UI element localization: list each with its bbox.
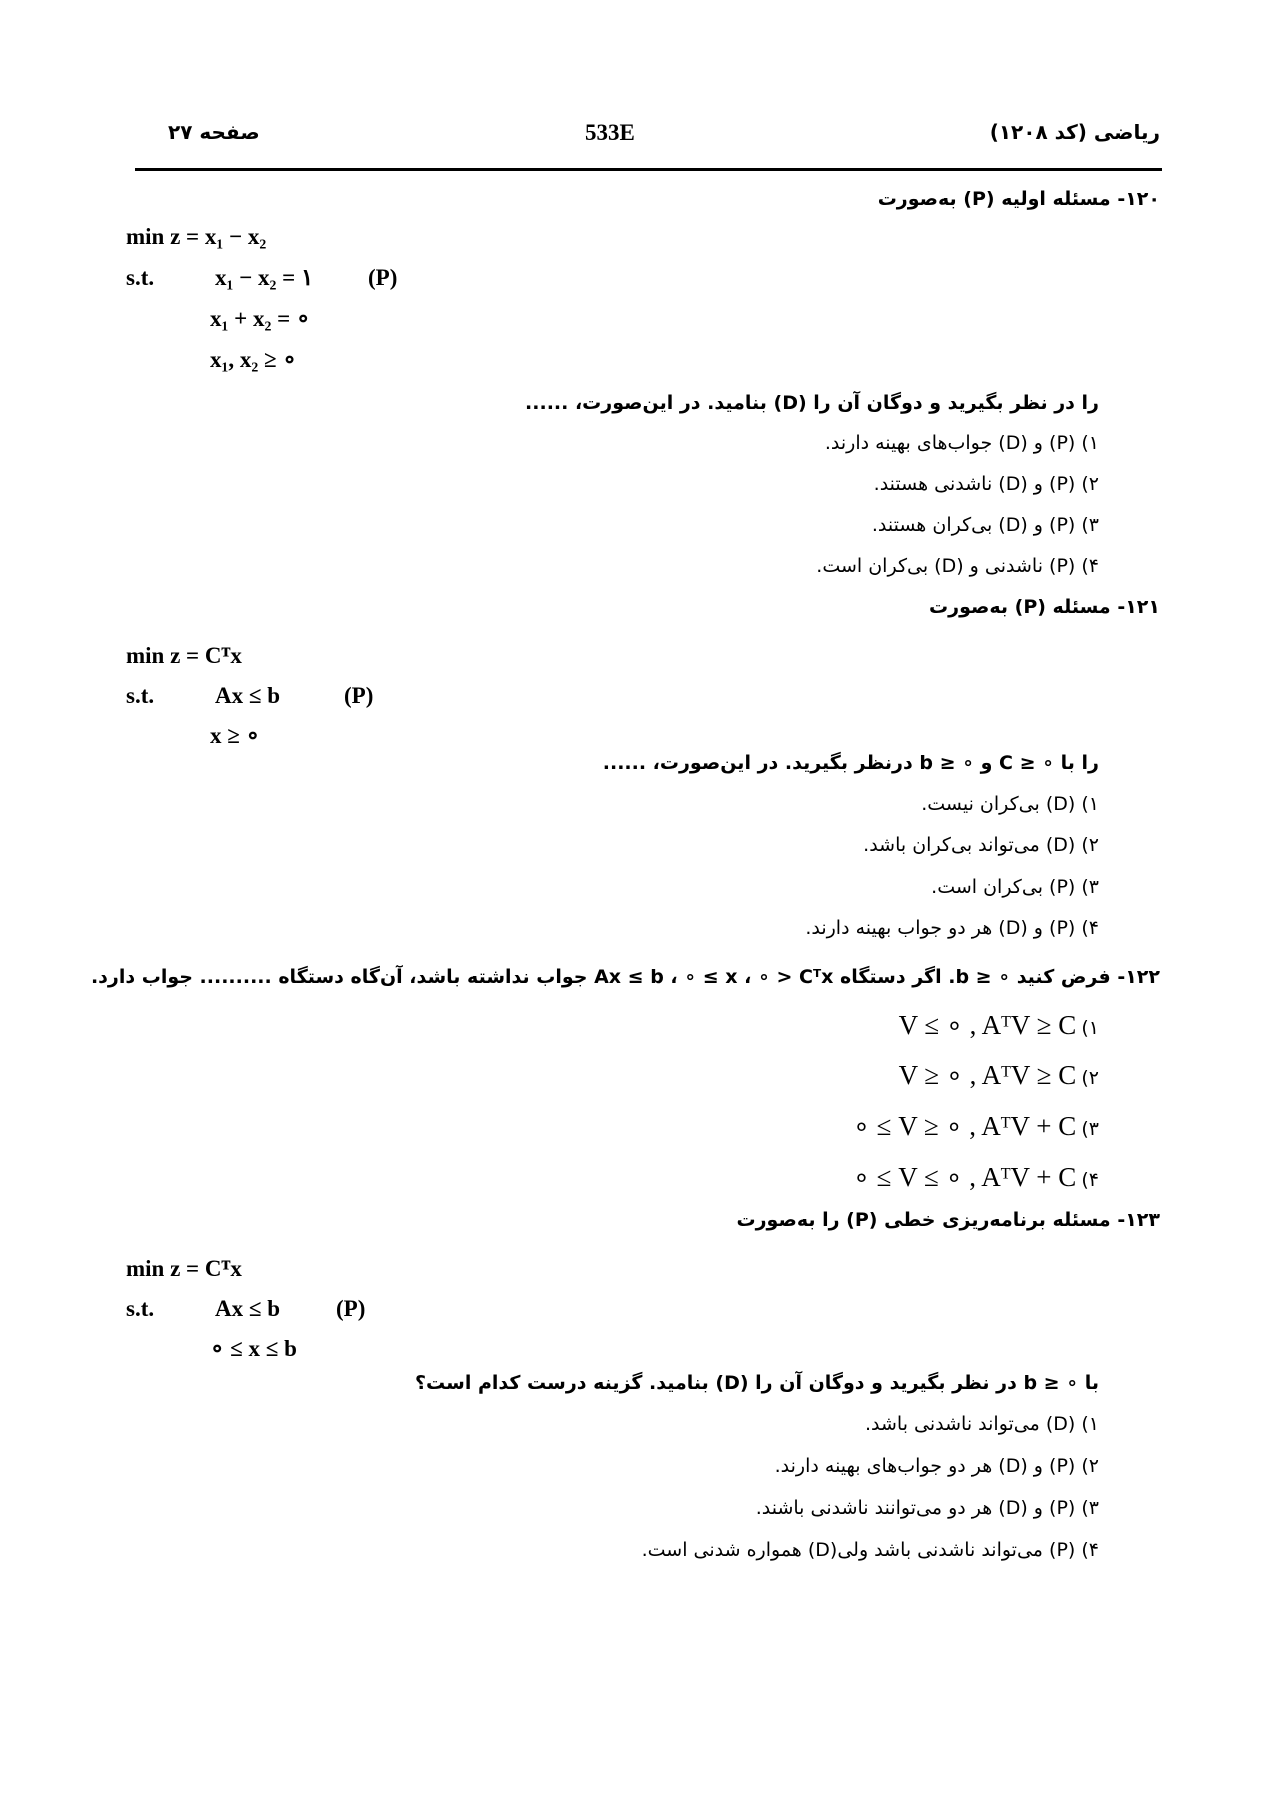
- option-number: ۱): [1081, 1017, 1099, 1039]
- math-objective: min z = Cᵀx: [126, 1256, 242, 1281]
- question-number: ۱۲۱-: [1117, 596, 1160, 618]
- question-prompt: با ∘ ≤ b در نظر بگیرید و دوگان آن را (D) بنامید. گزینه درست کدام است؟: [415, 1372, 1099, 1394]
- option-3: ۳) (P) و (D) بی‌کران هستند.: [871, 514, 1099, 536]
- math-constraint-1: Ax ≤ b: [215, 683, 281, 708]
- option-math: V ≥ ∘ , AᵀV + C ≥ ∘: [853, 1111, 1077, 1141]
- math-problem-label: (P): [344, 683, 374, 708]
- math-problem-label: (P): [368, 265, 398, 290]
- option-math: V ≤ ∘ , AᵀV ≥ C: [898, 1010, 1077, 1040]
- question-text: مسئله اولیه (P) به‌صورت: [877, 188, 1111, 210]
- option-4: ۴) (P) ناشدنی و (D) بی‌کران است.: [816, 555, 1099, 577]
- question-number: ۱۲۰-: [1117, 188, 1160, 210]
- math-constraint-2: ∘ ≤ x ≤ b: [210, 1336, 297, 1361]
- math-problem-label: (P): [336, 1296, 366, 1321]
- question-text: مسئله (P) به‌صورت: [929, 596, 1111, 618]
- option-2: ۲) (D) می‌تواند بی‌کران باشد.: [863, 834, 1099, 856]
- option-1: [899, 1010, 1099, 1041]
- math-constraint-2: x₁ + x₂ = ∘: [210, 306, 311, 331]
- option-2: ۲) (P) و (D) هر دو جواب‌های بهینه دارند.: [774, 1455, 1099, 1477]
- question-122-stem: [91, 966, 1160, 988]
- math-st: s.t.: [126, 265, 155, 290]
- header-rule: [135, 168, 1162, 171]
- option-2: [899, 1060, 1099, 1091]
- math-objective: min z = x₁ − x₂: [126, 224, 267, 249]
- option-math: V ≤ ∘ , AᵀV + C ≥ ∘: [853, 1162, 1077, 1192]
- page-number: صفحه ۲۷: [168, 120, 260, 144]
- question-text: مسئله برنامه‌ریزی خطی (P) را به‌صورت: [736, 1209, 1111, 1231]
- math-objective: min z = Cᵀx: [126, 643, 242, 668]
- option-4: ۴) (P) و (D) هر دو جواب بهینه دارند.: [805, 917, 1099, 939]
- option-3: ۳) (P) بی‌کران است.: [931, 876, 1099, 898]
- option-1: ۱) (D) بی‌کران نیست.: [921, 793, 1099, 815]
- question-prompt: را در نظر بگیرید و دوگان آن را (D) بنامید. در این‌صورت، ......: [525, 392, 1099, 414]
- option-3: [853, 1111, 1099, 1142]
- math-constraint-2: x ≥ ∘: [210, 723, 261, 748]
- option-number: ۲): [1081, 1067, 1099, 1089]
- option-4: [853, 1162, 1099, 1193]
- question-121-stem: [929, 596, 1160, 618]
- math-st: s.t.: [126, 1296, 155, 1321]
- question-120-stem: [878, 188, 1160, 210]
- subject-title: ریاضی (کد ۱۲۰۸): [989, 120, 1160, 144]
- question-number: ۱۲۳-: [1117, 1209, 1160, 1231]
- option-1: ۱) (D) می‌تواند ناشدنی باشد.: [864, 1413, 1099, 1435]
- question-number: ۱۲۲-: [1117, 966, 1160, 988]
- question-123-stem: [737, 1209, 1160, 1231]
- question-text: فرض کنید ∘ ≤ b. اگر دستگاه Ax ≤ b ، ∘ ≤ x ، ∘ > Cᵀx جواب نداشته باشد، آن‌گاه دستگاه .......... جواب دارد.: [90, 966, 1111, 988]
- option-math: V ≥ ∘ , AᵀV ≥ C: [898, 1060, 1077, 1090]
- math-constraint-1: Ax ≤ b: [215, 1296, 281, 1321]
- math-st: s.t.: [126, 683, 155, 708]
- option-1: ۱) (P) و (D) جواب‌های بهینه دارند.: [824, 432, 1099, 454]
- option-4: ۴) (P) می‌تواند ناشدنی باشد ولی(D) همواره شدنی است.: [641, 1539, 1099, 1561]
- booklet-code: 533E: [585, 120, 635, 145]
- math-constraint-3: x₁, x₂ ≥ ∘: [210, 347, 297, 372]
- option-number: ۳): [1081, 1118, 1099, 1140]
- math-constraint-1: x₁ − x₂ = ۱: [215, 265, 314, 290]
- option-2: ۲) (P) و (D) ناشدنی هستند.: [873, 473, 1099, 495]
- option-3: ۳) (P) و (D) هر دو می‌توانند ناشدنی باشند.: [755, 1497, 1099, 1519]
- question-prompt: را با ∘ ≤ C و ∘ ≤ b درنظر بگیرید. در این‌صورت، ......: [602, 752, 1099, 774]
- option-number: ۴): [1081, 1169, 1099, 1191]
